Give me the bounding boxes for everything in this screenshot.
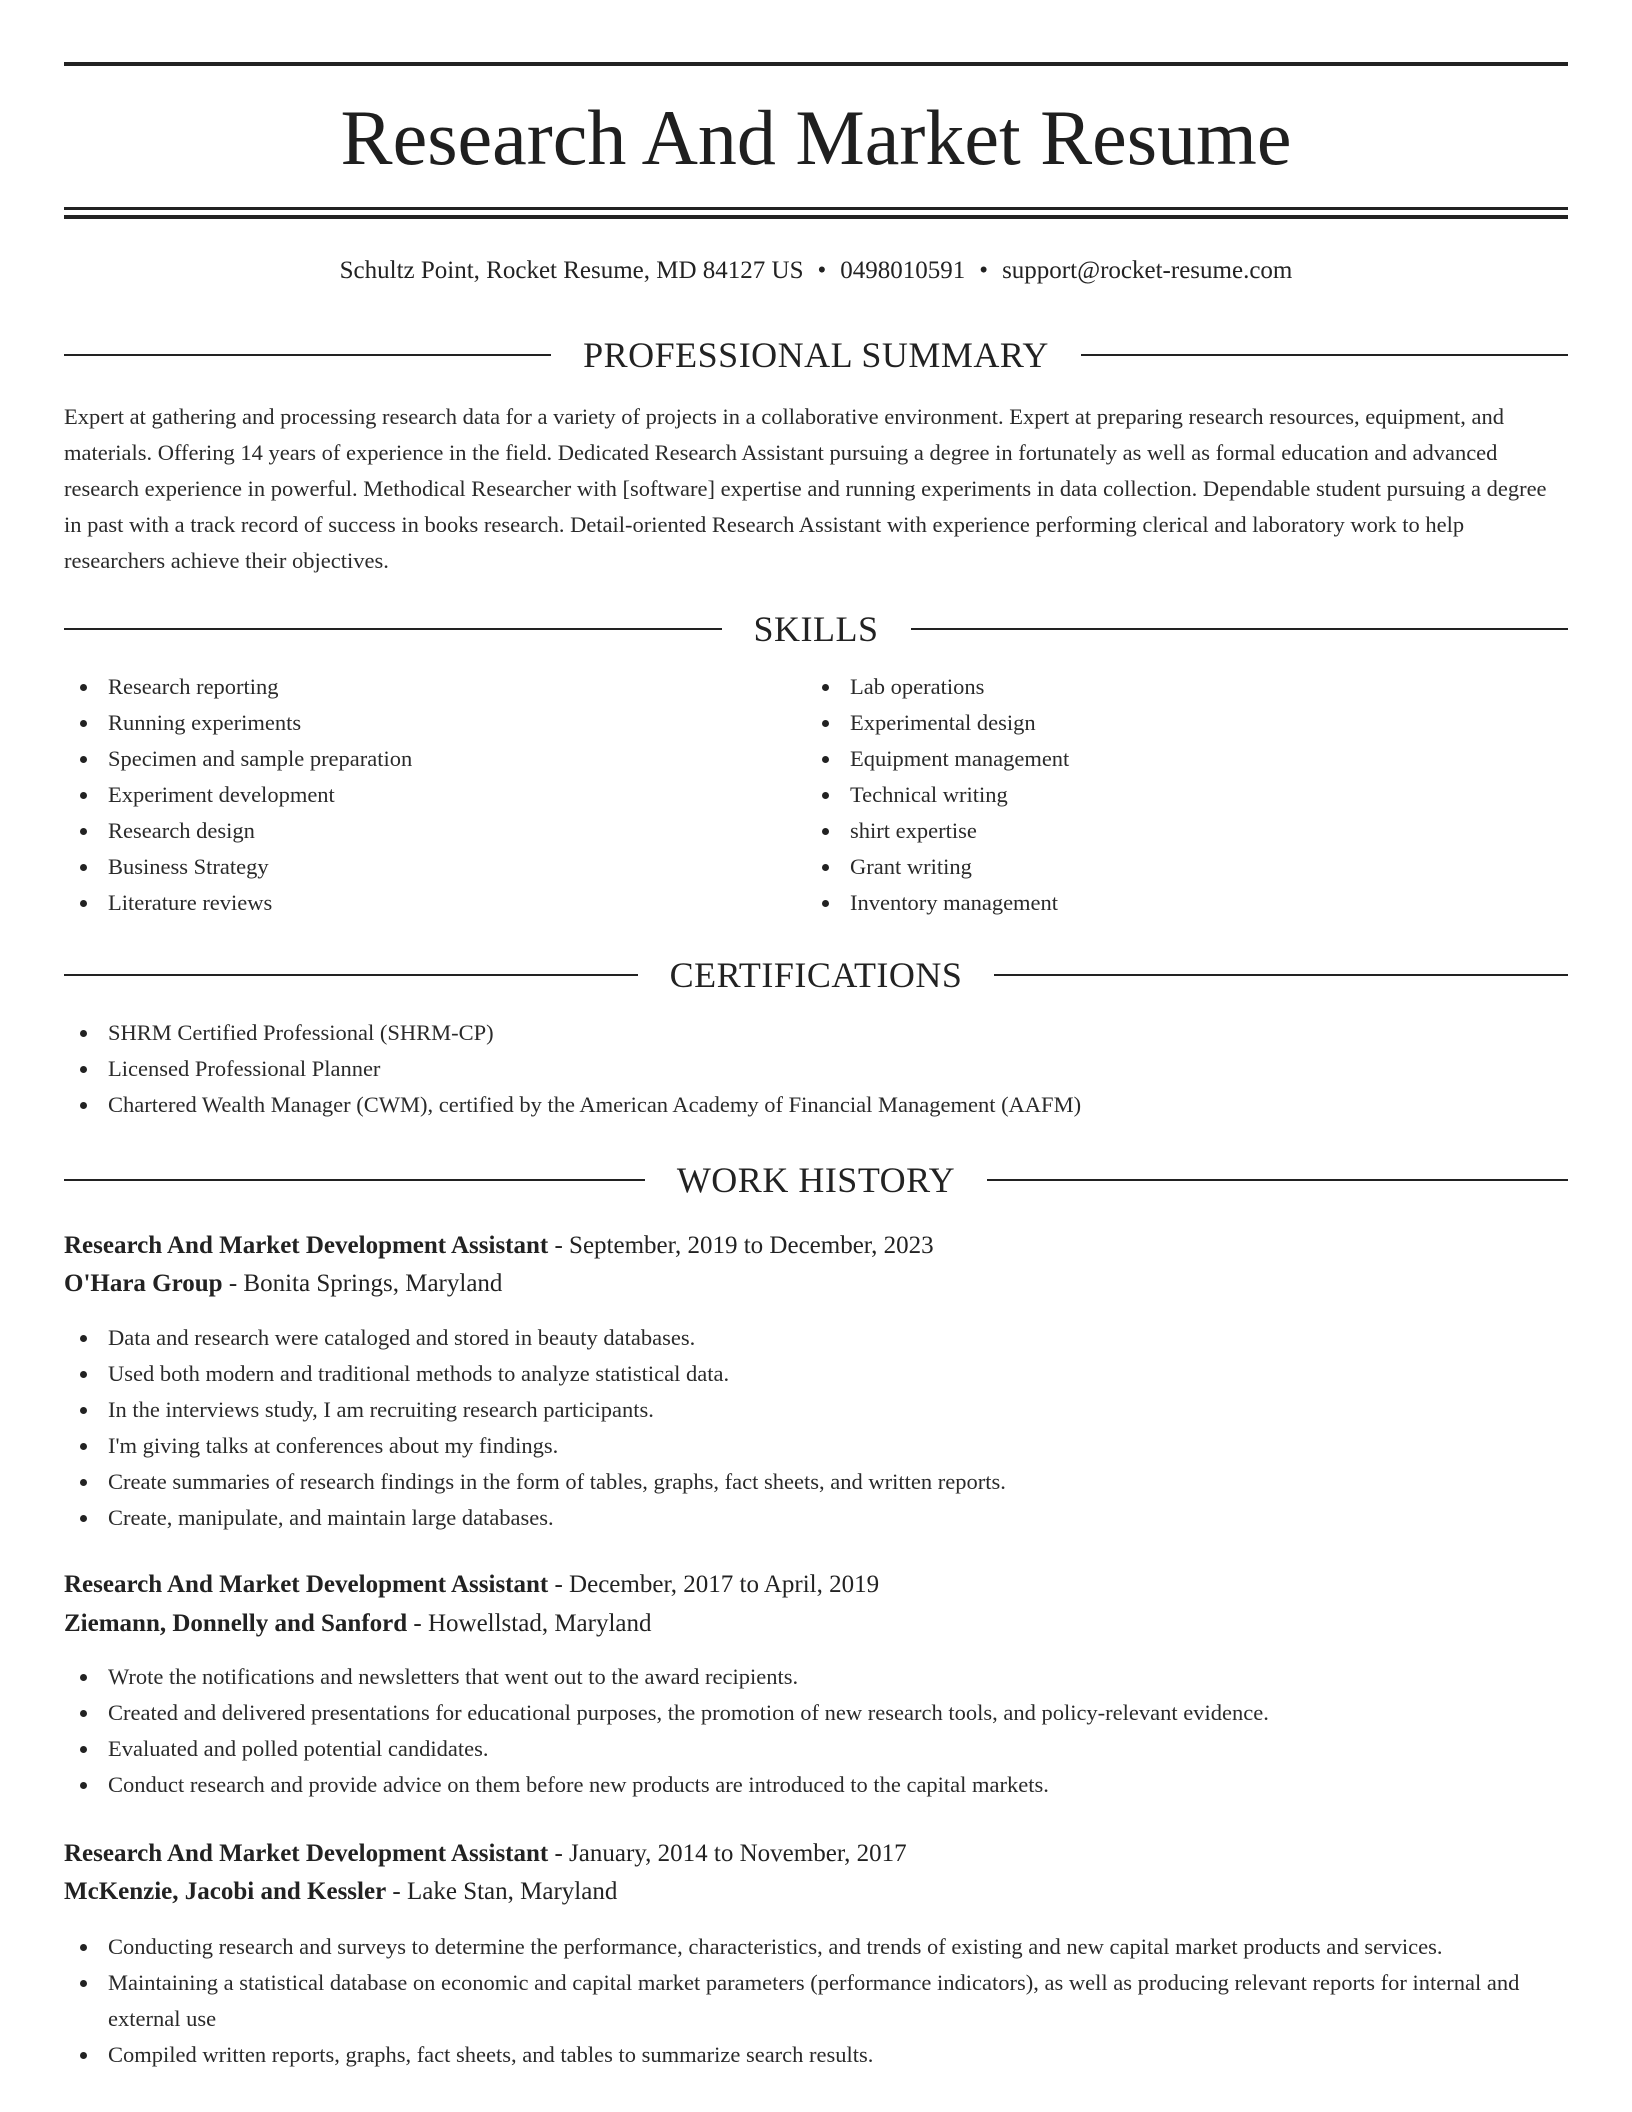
resume-title: Research And Market Resume (340, 94, 1292, 181)
skill-item: Experiment development (64, 777, 794, 813)
job-bullet: Wrote the notifications and newsletters that went out to the award recipients. (64, 1659, 1568, 1695)
job-title-line (64, 1836, 1568, 1872)
contact-line (64, 254, 1568, 288)
skill-item: Lab operations (806, 669, 1546, 705)
job-location: - Bonita Springs, Maryland (222, 1270, 503, 1297)
job-bullets (64, 1659, 1568, 1803)
contact-address: Schultz Point, Rocket Resume, MD 84127 US (339, 257, 804, 284)
job-company: Ziemann, Donnelly and Sanford (64, 1610, 408, 1637)
certification-item: Licensed Professional Planner (64, 1051, 1568, 1087)
heading-rule-left (64, 354, 551, 356)
job-title-line (64, 1567, 1568, 1603)
contact-separator: • (817, 257, 827, 284)
job-bullet: Create summaries of research findings in the form of tables, graphs, fact sheets, and written reports. (64, 1464, 1568, 1500)
heading-rule-right (1081, 354, 1568, 356)
job-role: Research And Market Development Assistant (64, 1571, 549, 1598)
job-company-line (64, 1266, 1568, 1302)
job-location: - Lake Stan, Maryland (386, 1878, 618, 1905)
job-bullet: In the interviews study, I am recruiting research participants. (64, 1392, 1568, 1428)
job-bullet: Conduct research and provide advice on them before new products are introduced to the capital markets. (64, 1767, 1568, 1803)
job-company-line (64, 1874, 1568, 1910)
job-bullet: Compiled written reports, graphs, fact sheets, and tables to summarize search results. (64, 2037, 1568, 2073)
skill-item: Technical writing (806, 777, 1546, 813)
section-title: WORK HISTORY (676, 1160, 956, 1200)
heading-rule-left (64, 628, 722, 630)
section-heading-summary (64, 333, 1568, 377)
section-title: CERTIFICATIONS (669, 955, 963, 995)
certification-item: SHRM Certified Professional (SHRM-CP) (64, 1015, 1568, 1051)
certification-item: Chartered Wealth Manager (CWM), certified by the American Academy of Financial Management (AAFM) (64, 1087, 1568, 1123)
job-location: - Howellstad, Maryland (407, 1610, 652, 1637)
job-role: Research And Market Development Assistant (64, 1232, 549, 1259)
skill-item: Experimental design (806, 705, 1546, 741)
skill-item: Running experiments (64, 705, 794, 741)
job-bullets (64, 1929, 1568, 2073)
contact-separator: • (979, 257, 989, 284)
job-role: Research And Market Development Assistant (64, 1840, 549, 1867)
title-rule-lower (64, 215, 1568, 219)
certifications-list (64, 1015, 1568, 1123)
job-dates: - December, 2017 to April, 2019 (548, 1571, 880, 1598)
section-heading-certifications (64, 953, 1568, 997)
summary-text: Expert at gathering and processing research data for a variety of projects in a collaborative environment. Expert at preparing research resources, equipment, and materials. Offering 14 years of experience in the field. Dedicated Research Assistant pursuing a degree in fortunately as well as formal education and advanced research experience in powerful. Methodical Researcher with [software] expertise and running experiments in data collection. Dependable student pursuing a degree in past with a track record of success in books research. Detail-oriented Research Assistant with experience performing clerical and laboratory work to help researchers achieve their objectives. (64, 404, 1547, 573)
title-rule-upper (64, 207, 1568, 210)
skill-item: Grant writing (806, 849, 1546, 885)
job-bullet: Used both modern and traditional methods to analyze statistical data. (64, 1356, 1568, 1392)
job-company: O'Hara Group (64, 1270, 223, 1297)
job-bullet: I'm giving talks at conferences about my findings. (64, 1428, 1568, 1464)
job-dates: - January, 2014 to November, 2017 (548, 1840, 907, 1867)
job-bullet: Data and research were cataloged and stored in beauty databases. (64, 1320, 1568, 1356)
skill-item: Inventory management (806, 885, 1546, 921)
contact-email: support@rocket-resume.com (1002, 257, 1293, 284)
skills-list-left (64, 669, 794, 921)
section-heading-work-history (64, 1158, 1568, 1202)
section-heading-skills (64, 607, 1568, 651)
skill-item: Equipment management (806, 741, 1546, 777)
job-bullet: Conducting research and surveys to determine the performance, characteristics, and trends of existing and new capital market products and services. (64, 1929, 1568, 1965)
skill-item: Literature reviews (64, 885, 794, 921)
heading-rule-left (64, 1179, 645, 1181)
section-title: SKILLS (753, 609, 879, 649)
contact-phone: 0498010591 (840, 257, 966, 284)
job-bullets (64, 1320, 1568, 1536)
job-bullet: Evaluated and polled potential candidates. (64, 1731, 1568, 1767)
heading-rule-right (911, 628, 1569, 630)
job-title-line (64, 1228, 1568, 1264)
skills-list-right (806, 669, 1546, 921)
job-company: McKenzie, Jacobi and Kessler (64, 1878, 387, 1905)
section-title: PROFESSIONAL SUMMARY (583, 335, 1049, 375)
top-rule (64, 62, 1568, 66)
skill-item: Research reporting (64, 669, 794, 705)
job-dates: - September, 2019 to December, 2023 (548, 1232, 934, 1259)
heading-rule-left (64, 974, 638, 976)
job-company-line (64, 1606, 1568, 1642)
job-bullet: Created and delivered presentations for educational purposes, the promotion of new research tools, and policy-relevant evidence. (64, 1695, 1568, 1731)
skill-item: Research design (64, 813, 794, 849)
job-bullet: Create, manipulate, and maintain large databases. (64, 1500, 1568, 1536)
heading-rule-right (987, 1179, 1568, 1181)
skill-item: Business Strategy (64, 849, 794, 885)
skill-item: shirt expertise (806, 813, 1546, 849)
heading-rule-right (994, 974, 1568, 976)
skill-item: Specimen and sample preparation (64, 741, 794, 777)
job-bullet: Maintaining a statistical database on economic and capital market parameters (performance indicators), as well as producing relevant reports for internal and external use (64, 1965, 1568, 2037)
